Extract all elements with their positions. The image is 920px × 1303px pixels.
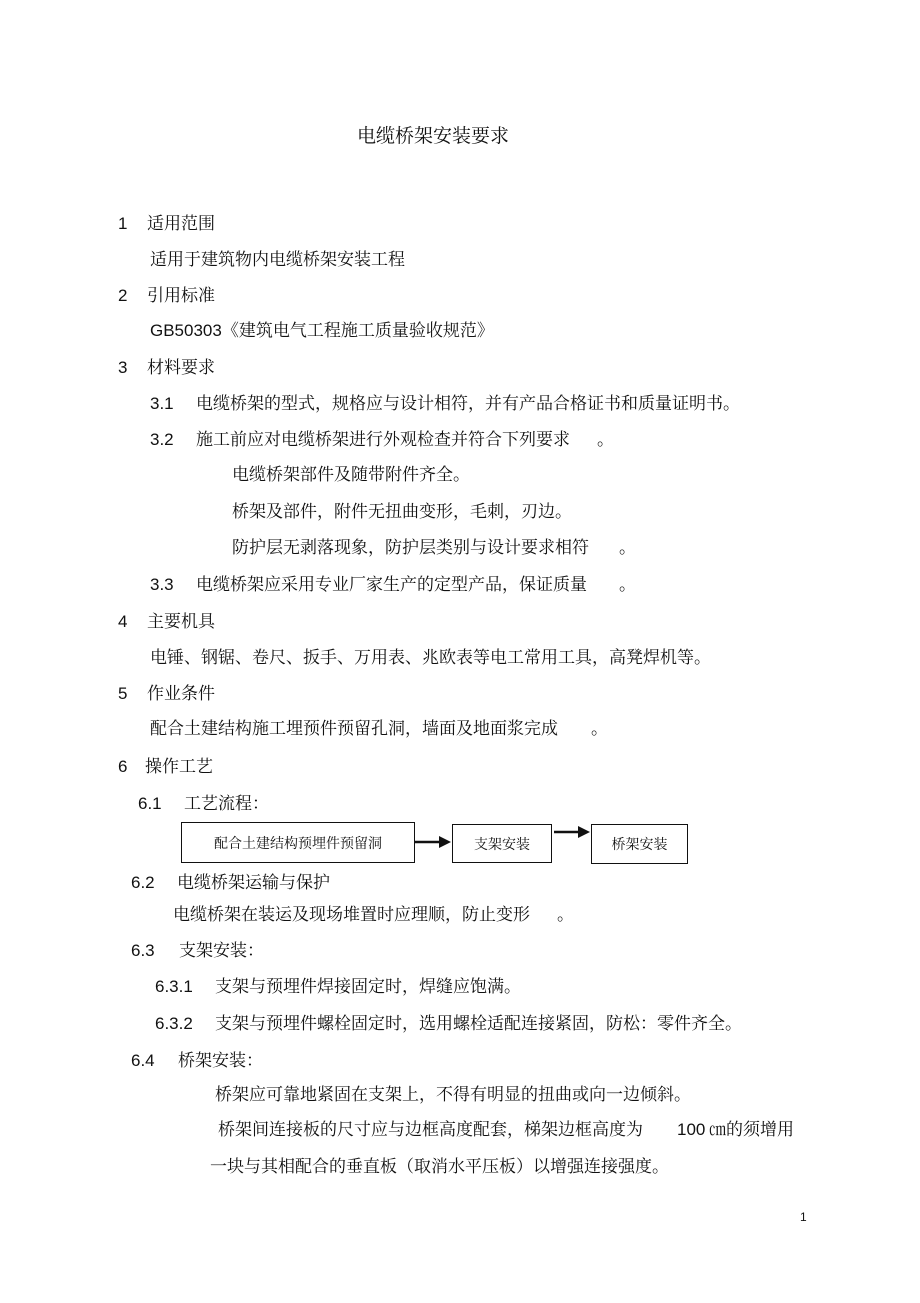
item-6-4-line-2-b: ㎝的须增用 [709, 1120, 794, 1140]
item-3-1-number: 3.1 [150, 394, 174, 413]
item-3-1-text: 电缆桥架的型式，规格应与设计相符，并有产品合格证书和质量证明书。 [196, 394, 740, 414]
item-6-3-1-text: 支架与预埋件焊接固定时，焊缝应饱满。 [215, 977, 521, 997]
section-6-number: 6 [118, 757, 128, 776]
item-6-4-line-1: 桥架应可靠地紧固在支架上，不得有明显的扭曲或向一边倾斜。 [215, 1085, 691, 1105]
section-1-body: 适用于建筑物内电缆桥架安装工程 [150, 250, 405, 270]
section-5-heading: 作业条件 [147, 684, 215, 704]
standard-code: GB50303 [150, 321, 222, 340]
item-3-2-number: 3.2 [150, 430, 174, 449]
item-3-2-c-end: 。 [619, 538, 636, 558]
item-6-1-number: 6.1 [138, 794, 162, 813]
section-2-body [150, 320, 494, 342]
section-2-heading: 引用标准 [147, 286, 215, 306]
item-3-2-c-text: 防护层无剥落现象，防护层类别与设计要求相符 [232, 538, 589, 558]
flow-arrow-2 [554, 824, 590, 840]
section-1-heading: 适用范围 [147, 214, 215, 234]
section-5-end: 。 [591, 719, 608, 739]
item-6-2-end: 。 [557, 905, 574, 925]
flow-step-3: 桥架安装 [591, 824, 688, 864]
section-6-heading: 操作工艺 [145, 757, 213, 777]
item-6-4-line-3: 一块与其相配合的垂直板（取消水平压板）以增强连接强度。 [210, 1157, 669, 1177]
section-4-body: 电锤、钢锯、卷尺、扳手、万用表、兆欧表等电工常用工具，高凳焊机等。 [150, 648, 711, 668]
section-5-body: 配合土建结构施工埋预件预留孔洞，墙面及地面浆完成 [150, 719, 558, 739]
section-3-heading: 材料要求 [147, 358, 215, 378]
item-3-2-text: 施工前应对电缆桥架进行外观检查并符合下列要求 [196, 430, 570, 450]
item-6-3-number: 6.3 [131, 941, 155, 960]
item-6-4-number: 6.4 [131, 1051, 155, 1070]
item-3-2-b: 桥架及部件，附件无扭曲变形，毛刺，刃边。 [232, 502, 572, 522]
item-6-3-heading: 支架安装： [179, 941, 264, 961]
section-4-number: 4 [118, 612, 128, 631]
item-6-1-heading: 工艺流程： [184, 794, 269, 814]
section-5-number: 5 [118, 684, 128, 703]
section-4-heading: 主要机具 [147, 612, 215, 632]
item-3-2-end: 。 [597, 430, 614, 450]
page-number: 1 [800, 1210, 807, 1224]
item-6-2-body: 电缆桥架在装运及现场堆置时应理顺，防止变形 [173, 905, 530, 925]
item-6-3-2-number: 6.3.2 [155, 1014, 193, 1033]
section-1-number: 1 [118, 214, 128, 233]
page-title: 电缆桥架安装要求 [357, 125, 510, 147]
item-3-2-a: 电缆桥架部件及随带附件齐全。 [232, 465, 470, 485]
flow-step-1: 配合土建结构预埋件预留洞 [181, 822, 415, 863]
flow-step-2: 支架安装 [452, 824, 552, 863]
item-6-3-1-number: 6.3.1 [155, 977, 193, 996]
item-6-4-line-2-number: 100 [677, 1120, 706, 1139]
item-6-4-line-2-a: 桥架间连接板的尺寸应与边框高度配套，梯架边框高度为 [218, 1120, 643, 1140]
item-6-4-heading: 桥架安装： [178, 1051, 263, 1071]
item-3-3-end: 。 [619, 575, 636, 595]
item-6-2-heading: 电缆桥架运输与保护 [177, 873, 330, 893]
item-3-3-number: 3.3 [150, 575, 174, 594]
item-6-3-2-text: 支架与预埋件螺栓固定时，选用螺栓适配连接紧固，防松：零件齐全。 [215, 1014, 742, 1034]
section-3-number: 3 [118, 358, 128, 377]
standard-name: 《建筑电气工程施工质量验收规范》 [221, 321, 494, 341]
item-3-3-text: 电缆桥架应采用专业厂家生产的定型产品，保证质量 [196, 575, 587, 595]
item-6-2-number: 6.2 [131, 873, 155, 892]
flow-arrow-1 [415, 834, 451, 850]
section-2-number: 2 [118, 286, 128, 305]
